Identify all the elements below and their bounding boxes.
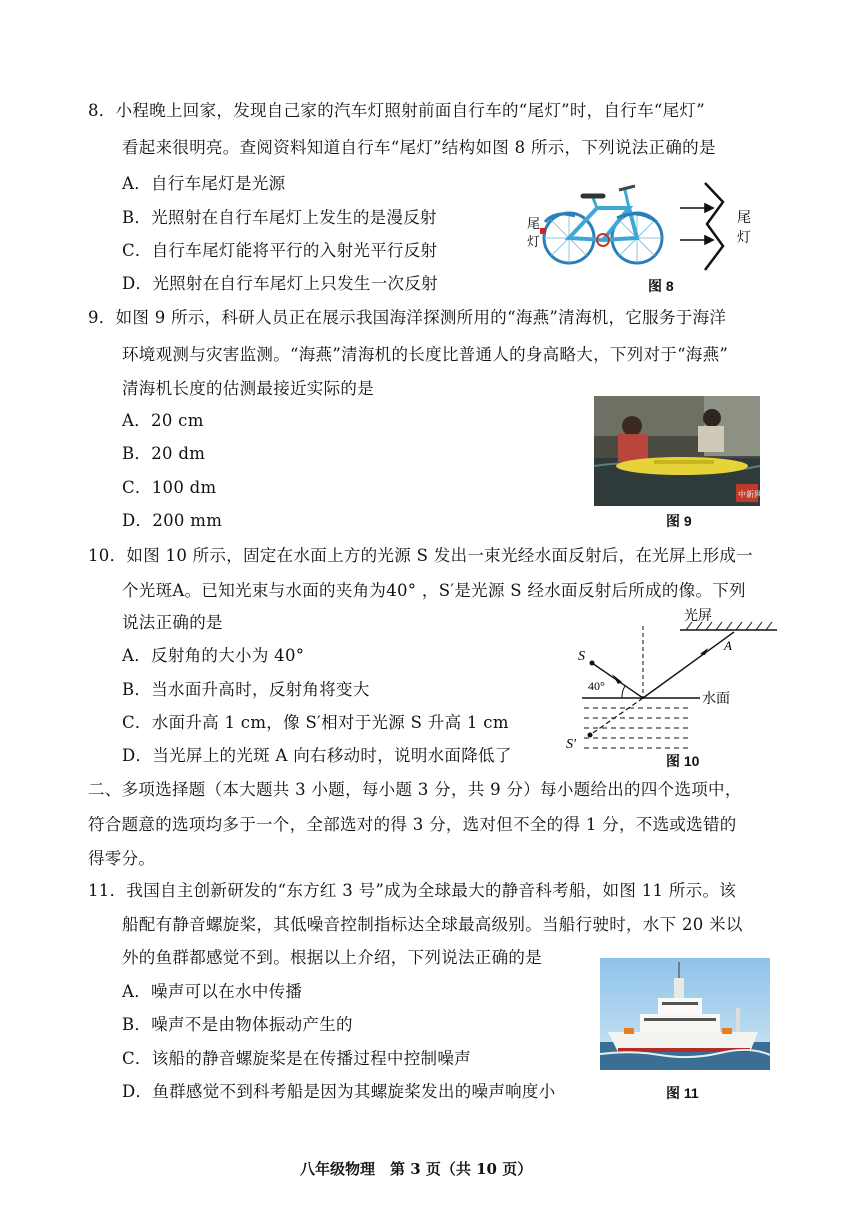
q10-stem-line-3: 说法正确的是 <box>122 613 223 632</box>
q8-option-b: B．光照射在自行车尾灯上发生的是漫反射 <box>122 208 437 227</box>
tail-light-icon <box>540 228 546 234</box>
image-label: S′ <box>566 737 577 752</box>
light-source-point <box>590 661 595 666</box>
bicycle-icon <box>544 186 662 263</box>
q11-stem-line-1: 11．我国自主创新研发的“东方红 3 号”成为全球最大的静音科考船，如图 11 所示。该 <box>88 881 737 900</box>
q11-stem-line-2: 船配有静音螺旋桨，其低噪音控制指标达全球最高级别。当船行驶时，水下 20 米以 <box>122 915 743 934</box>
bicycle-figure <box>525 178 765 274</box>
bike-label-left-2: 灯 <box>527 234 541 249</box>
section2-line-2: 符合题意的选项均多于一个，全部选对的得 3 分，选对但不全的得 1 分，不选或选错的 <box>88 815 737 834</box>
fig9-caption: 图 9 <box>666 513 692 529</box>
bike-label-right-1: 尾 <box>737 209 751 225</box>
q10-option-c: C．水面升高 1 cm，像 S′相对于光源 S 升高 1 cm <box>122 713 509 732</box>
water-label: 水面 <box>702 692 730 707</box>
q8-stem-line-1: 8．小程晚上回家，发现自己家的汽车灯照射前面自行车的“尾灯”时，自行车“尾灯” <box>88 101 705 120</box>
section2-line-1: 二、多项选择题（本大题共 3 小题，每小题 3 分，共 9 分）每小题给出的四个选项中， <box>88 780 742 799</box>
glider-photo <box>594 396 760 506</box>
q10-stem-line-2: 个光斑A。已知光束与水面的夹角为40° ，S′是光源 S 经水面反射后所成的像。下列 <box>122 581 746 600</box>
source-label: S <box>578 649 585 664</box>
q10-stem-line-1: 10．如图 10 所示，固定在水面上方的光源 S 发出一束光经水面反射后，在光屏上形成一 <box>88 546 753 565</box>
q9-stem-line-1: 9．如图 9 所示，科研人员正在展示我国海洋探测所用的“海燕”清海机，它服务于海洋 <box>88 308 727 327</box>
q11-option-d: D．鱼群感觉不到科考船是因为其螺旋桨发出的噪声响度小 <box>122 1082 556 1101</box>
fig11-caption: 图 11 <box>666 1085 699 1101</box>
fig10-caption: 图 10 <box>666 753 700 769</box>
q10-option-d: D．当光屏上的光斑 A 向右移动时，说明水面降低了 <box>122 746 512 765</box>
q8-stem-line-2: 看起来很明亮。查阅资料知道自行车“尾灯”结构如图 8 所示，下列说法正确的是 <box>122 138 716 157</box>
q11-option-c: C．该船的静音螺旋桨是在传播过程中控制噪声 <box>122 1049 471 1068</box>
tail-light-reflector-icon <box>705 183 723 270</box>
q9-stem-line-3: 清海机长度的估测最接近实际的是 <box>122 379 374 398</box>
section2-line-3: 得零分。 <box>88 849 156 868</box>
q9-option-d: D．200 mm <box>122 511 223 530</box>
q8-option-a: A．自行车尾灯是光源 <box>122 174 286 193</box>
q10-option-b: B．当水面升高时，反射角将变大 <box>122 680 370 699</box>
q11-option-b: B．噪声不是由物体振动产生的 <box>122 1015 353 1034</box>
glider-icon <box>616 457 748 475</box>
bike-label-left-1: 尾 <box>527 216 541 231</box>
q10-option-a: A．反射角的大小为 40° <box>122 646 305 665</box>
bike-label-right-2: 灯 <box>737 229 751 245</box>
q9-option-a: A．20 cm <box>122 411 204 430</box>
photo-watermark: 中新网 <box>738 490 760 499</box>
screen-label: 光屏 <box>684 609 712 624</box>
q11-stem-line-3: 外的鱼群都感觉不到。根据以上介绍，下列说法正确的是 <box>122 948 542 967</box>
image-point <box>588 733 593 738</box>
fig8-caption: 图 8 <box>648 278 674 294</box>
spot-label: A <box>724 638 732 653</box>
page-footer: 八年级物理 第 3 页（共 10 页） <box>300 1160 533 1178</box>
reflection-diagram <box>562 608 780 756</box>
q8-option-c: C．自行车尾灯能将平行的入射光平行反射 <box>122 241 438 260</box>
ship-photo <box>600 958 770 1070</box>
q11-option-a: A．噪声可以在水中传播 <box>122 982 303 1001</box>
q9-stem-line-2: 环境观测与灾害监测。“海燕”清海机的长度比普通人的身高略大，下列对于“海燕” <box>122 345 729 364</box>
q9-option-b: B．20 dm <box>122 444 206 463</box>
q8-option-d: D．光照射在自行车尾灯上只发生一次反射 <box>122 274 438 293</box>
q9-option-c: C．100 dm <box>122 478 217 497</box>
angle-label: 40° <box>588 679 605 693</box>
